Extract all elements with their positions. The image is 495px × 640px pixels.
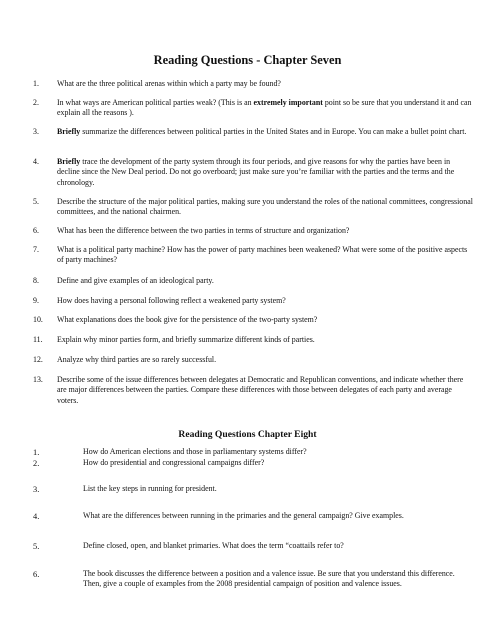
question-text: How do American elections and those in parliamentary systems differ? [83, 447, 307, 456]
question-text: Describe the structure of the major political parties, making sure you understand the roles of the national committees, congressional committees, and the national chairmen. [57, 197, 473, 217]
question-text: List the key steps in running for president. [83, 484, 217, 493]
question-number: 1. [33, 448, 40, 457]
question-number: 3. [33, 127, 39, 136]
question-text: What explanations does the book give for the persistence of the two-party system? [57, 315, 318, 324]
question-7-3 [33, 127, 473, 137]
question-8-2 [33, 458, 473, 468]
question-7-1 [33, 79, 473, 89]
question-number: 6. [33, 570, 40, 579]
question-number: 12. [33, 355, 43, 364]
question-7-8 [33, 276, 473, 286]
question-text: Briefly trace the development of the party system through its four periods, and give reasons for why the parties have been in decline since the New Deal period. Do not go overboard; just make sure you’re familiar with the parties and the terms and the chronology. [57, 157, 455, 187]
question-text: Explain why minor parties form, and briefly summarize different kinds of parties. [57, 335, 315, 344]
question-7-4 [33, 157, 473, 188]
chapter-seven-title: Reading Questions - Chapter Seven [153, 53, 342, 67]
question-8-3 [33, 484, 473, 494]
question-7-9 [33, 296, 473, 306]
question-text: Describe some of the issue differences between delegates at Democratic and Republican conventions, and indicate whether there are major differences between the parties. Compare these differences with those between delegates of each party and average voters. [57, 375, 464, 405]
question-number: 6. [33, 226, 39, 235]
chapter-eight-title: Reading Questions Chapter Eight [178, 429, 317, 440]
question-number: 1. [33, 79, 39, 88]
question-text: The book discusses the difference between a position and a valence issue. Be sure that you understand this difference. Then, give a couple of examples from the 2008 presidential campaign of position and valence issues. [83, 569, 455, 589]
question-number: 9. [33, 296, 39, 305]
question-text: How do presidential and congressional campaigns differ? [83, 458, 265, 467]
question-number: 3. [33, 485, 40, 494]
question-text: What are the differences between running in the primaries and the general campaign? Give examples. [83, 511, 404, 520]
question-number: 2. [33, 459, 40, 468]
question-number: 4. [33, 157, 39, 166]
question-text: Briefly summarize the differences between political parties in the United States and in Europe. You can make a bullet point chart. [57, 127, 467, 136]
question-7-11 [33, 335, 473, 345]
question-number: 5. [33, 197, 39, 206]
question-8-4 [33, 511, 473, 521]
question-number: 4. [33, 512, 40, 521]
question-number: 2. [33, 98, 39, 107]
question-text: What is a political party machine? How has the power of party machines been weakened? What were some of the positive aspects of party machines? [57, 245, 468, 265]
question-7-5 [33, 197, 473, 218]
question-text: Analyze why third parties are so rarely successful. [57, 355, 217, 364]
question-text: What has been the difference between the two parties in terms of structure and organization? [57, 226, 350, 235]
question-7-2 [33, 98, 473, 119]
question-number: 10. [33, 315, 43, 324]
question-8-5 [33, 541, 473, 551]
question-number: 5. [33, 542, 40, 551]
question-7-13 [33, 375, 473, 406]
question-8-1 [33, 447, 473, 457]
emphasis-text: Briefly [57, 127, 81, 136]
question-number: 13. [33, 375, 43, 384]
question-number: 8. [33, 276, 39, 285]
emphasis-text: Briefly [57, 157, 81, 166]
question-text: In what ways are American political parties weak? (This is an extremely important point so be sure that you understand it and can explain all the reasons ). [57, 98, 472, 118]
question-7-7 [33, 245, 473, 266]
emphasis-text: extremely important [253, 98, 323, 107]
question-text: Define and give examples of an ideological party. [57, 276, 214, 285]
question-text: What are the three political arenas within which a party may be found? [57, 79, 281, 88]
question-7-6 [33, 226, 473, 236]
question-text: Define closed, open, and blanket primaries. What does the term “coattails refer to? [83, 541, 344, 550]
question-number: 11. [33, 335, 43, 344]
question-number: 7. [33, 245, 39, 254]
question-7-12 [33, 355, 473, 365]
question-text: How does having a personal following reflect a weakened party system? [57, 296, 286, 305]
question-8-6 [33, 569, 473, 590]
question-7-10 [33, 315, 473, 325]
